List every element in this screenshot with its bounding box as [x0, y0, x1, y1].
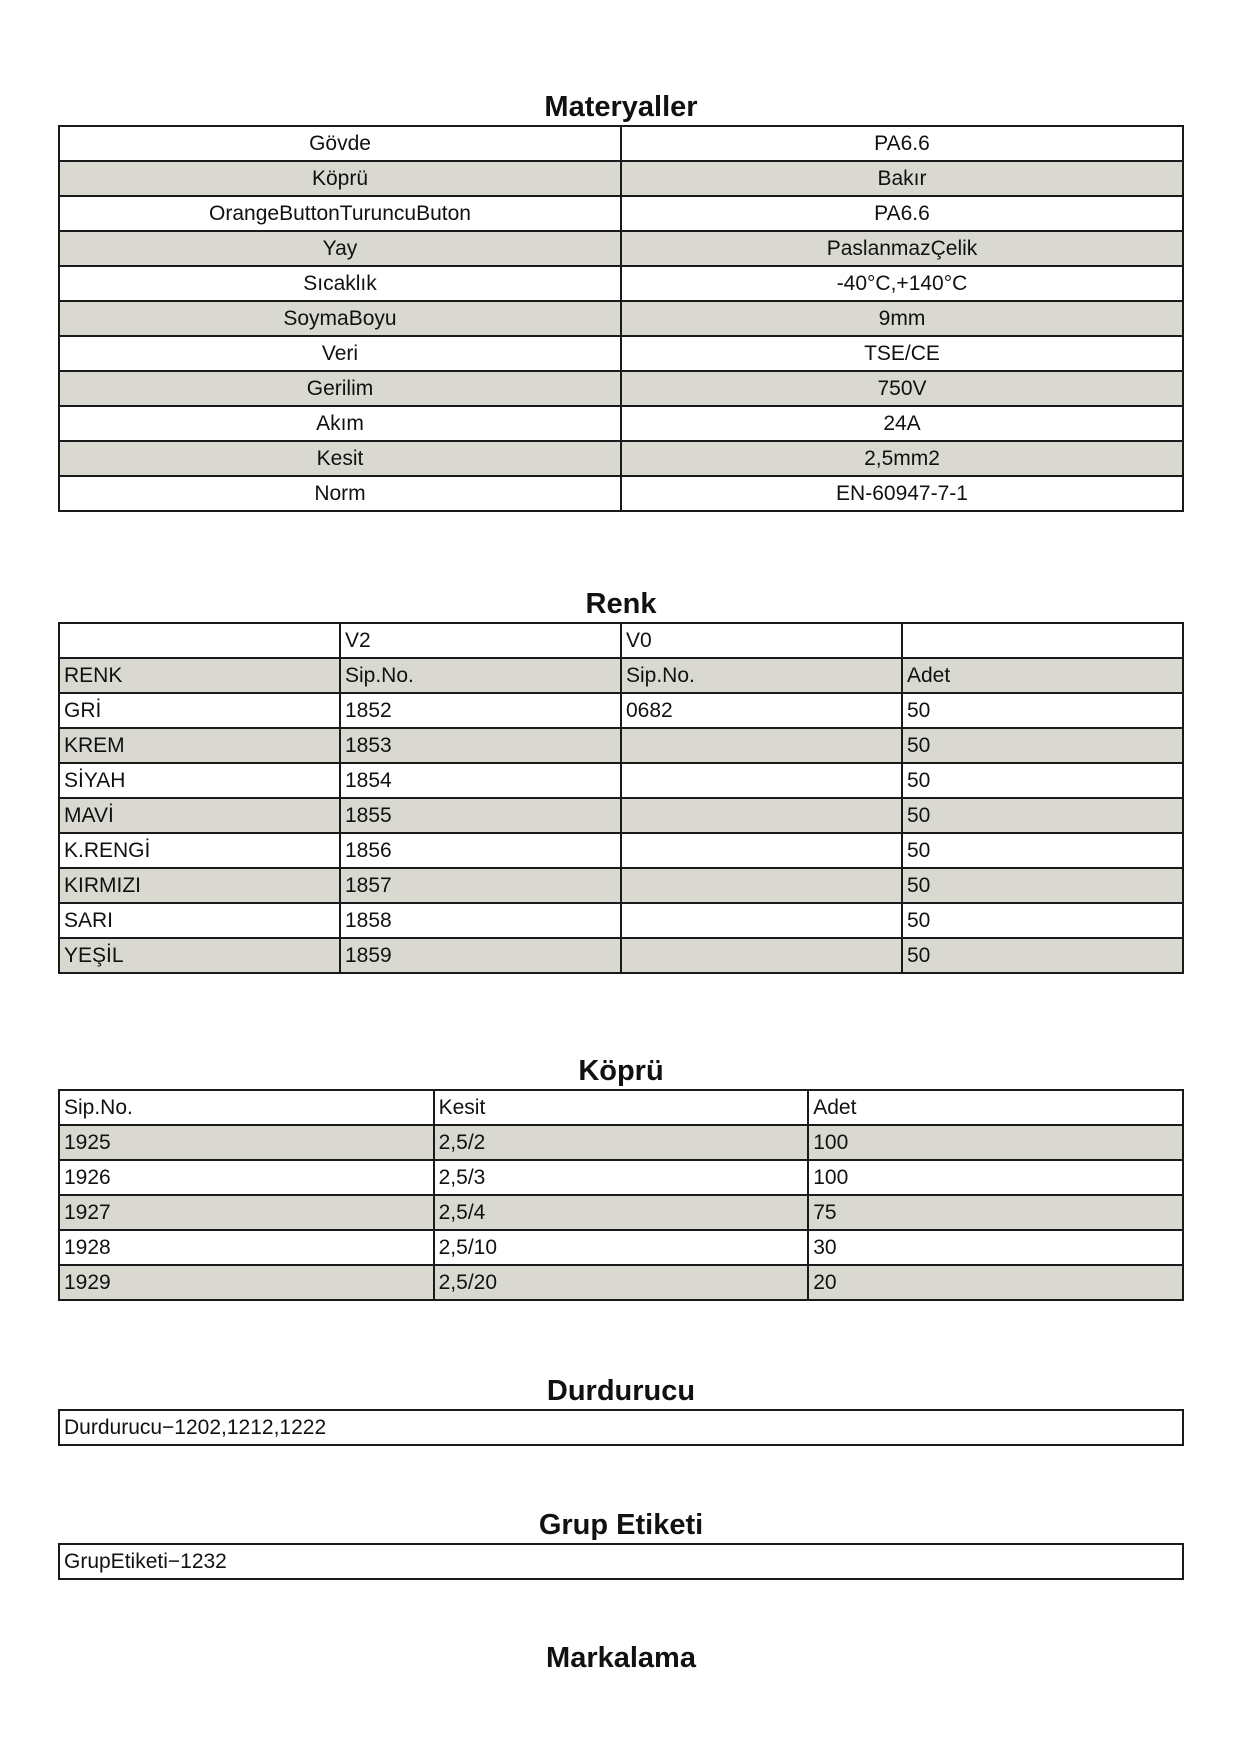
markalama-title: Markalama — [546, 1642, 696, 1674]
table-row — [59, 126, 1183, 161]
table-cell: Sip.No. — [59, 1090, 434, 1125]
table-row — [59, 336, 1183, 371]
table-row — [59, 441, 1183, 476]
table-cell — [621, 833, 902, 868]
table-cell: SİYAH — [59, 763, 340, 798]
table-cell: Adet — [808, 1090, 1183, 1125]
table-cell: 50 — [902, 728, 1183, 763]
table-cell: 0682 — [621, 693, 902, 728]
table-cell: Yay — [59, 231, 621, 266]
table-cell: 2,5/4 — [434, 1195, 809, 1230]
table-cell: 1925 — [59, 1125, 434, 1160]
table-cell: 1928 — [59, 1230, 434, 1265]
table-cell: KIRMIZI — [59, 868, 340, 903]
table-cell: 1852 — [340, 693, 621, 728]
renk-table — [58, 622, 1184, 974]
table-cell: OrangeButtonTuruncuButon — [59, 196, 621, 231]
table-cell: PA6.6 — [621, 196, 1183, 231]
table-row — [59, 406, 1183, 441]
table-cell: 2,5/3 — [434, 1160, 809, 1195]
table-row — [59, 1265, 1183, 1300]
table-row — [59, 231, 1183, 266]
table-cell: 750V — [621, 371, 1183, 406]
table-cell: Gövde — [59, 126, 621, 161]
table-cell — [621, 763, 902, 798]
table-cell: EN-60947-7-1 — [621, 476, 1183, 511]
table-cell: 1855 — [340, 798, 621, 833]
table-cell: Veri — [59, 336, 621, 371]
kopru-table — [58, 1089, 1184, 1301]
table-cell: 75 — [808, 1195, 1183, 1230]
table-cell — [621, 903, 902, 938]
table-cell: SoymaBoyu — [59, 301, 621, 336]
table-cell: 9mm — [621, 301, 1183, 336]
table-cell: 50 — [902, 833, 1183, 868]
table-cell: KREM — [59, 728, 340, 763]
materials-table — [58, 125, 1184, 512]
table-cell: 1856 — [340, 833, 621, 868]
table-row — [59, 1230, 1183, 1265]
table-row — [59, 371, 1183, 406]
grup-etiketi-value: GrupEtiketi−1232 — [59, 1544, 1183, 1579]
kopru-title: Köprü — [578, 1055, 664, 1087]
table-row — [59, 1544, 1183, 1579]
table-row — [59, 301, 1183, 336]
table-row — [59, 763, 1183, 798]
grup-etiketi-section — [58, 1507, 1184, 1580]
kopru-section — [58, 1053, 1184, 1301]
table-cell: 2,5/2 — [434, 1125, 809, 1160]
table-row — [59, 833, 1183, 868]
table-row — [59, 693, 1183, 728]
table-row — [59, 266, 1183, 301]
table-cell: Sıcaklık — [59, 266, 621, 301]
table-row — [59, 161, 1183, 196]
table-cell — [621, 938, 902, 973]
table-cell: Sip.No. — [621, 658, 902, 693]
table-cell: 1858 — [340, 903, 621, 938]
table-cell — [621, 798, 902, 833]
table-cell: YEŞİL — [59, 938, 340, 973]
table-cell: 50 — [902, 693, 1183, 728]
table-cell: GRİ — [59, 693, 340, 728]
table-cell: PaslanmazÇelik — [621, 231, 1183, 266]
table-cell: 1929 — [59, 1265, 434, 1300]
table-row — [59, 623, 1183, 658]
table-cell: 2,5/20 — [434, 1265, 809, 1300]
table-cell: 30 — [808, 1230, 1183, 1265]
materials-section — [58, 89, 1184, 512]
table-cell: 24A — [621, 406, 1183, 441]
materials-title: Materyaller — [544, 91, 698, 123]
table-cell: Köprü — [59, 161, 621, 196]
markalama-section — [58, 1640, 1184, 1676]
table-cell: TSE/CE — [621, 336, 1183, 371]
durdurucu-title: Durdurucu — [546, 1375, 696, 1407]
table-row — [59, 1125, 1183, 1160]
table-cell: 1857 — [340, 868, 621, 903]
table-cell: Akım — [59, 406, 621, 441]
table-row — [59, 196, 1183, 231]
table-cell: 100 — [808, 1160, 1183, 1195]
table-cell: K.RENGİ — [59, 833, 340, 868]
table-cell: 50 — [902, 938, 1183, 973]
durdurucu-table — [58, 1409, 1184, 1446]
table-cell: MAVİ — [59, 798, 340, 833]
table-cell: 50 — [902, 903, 1183, 938]
table-cell: 50 — [902, 798, 1183, 833]
table-cell: Bakır — [621, 161, 1183, 196]
table-row — [59, 728, 1183, 763]
table-row — [59, 938, 1183, 973]
table-row — [59, 658, 1183, 693]
table-cell — [621, 868, 902, 903]
table-row — [59, 1160, 1183, 1195]
table-cell — [621, 728, 902, 763]
table-cell: Kesit — [59, 441, 621, 476]
table-cell: 1927 — [59, 1195, 434, 1230]
table-row — [59, 798, 1183, 833]
table-cell: -40°C,+140°C — [621, 266, 1183, 301]
durdurucu-value: Durdurucu−1202,1212,1222 — [59, 1410, 1183, 1445]
table-cell: PA6.6 — [621, 126, 1183, 161]
renk-title: Renk — [585, 588, 657, 620]
table-cell: 50 — [902, 763, 1183, 798]
durdurucu-section — [58, 1373, 1184, 1446]
table-cell: 100 — [808, 1125, 1183, 1160]
table-row — [59, 903, 1183, 938]
table-row — [59, 476, 1183, 511]
table-cell: Gerilim — [59, 371, 621, 406]
table-cell: Norm — [59, 476, 621, 511]
renk-section — [58, 586, 1184, 974]
table-cell: 1853 — [340, 728, 621, 763]
table-cell: Adet — [902, 658, 1183, 693]
table-cell: Kesit — [434, 1090, 809, 1125]
table-cell: 2,5/10 — [434, 1230, 809, 1265]
table-cell: SARI — [59, 903, 340, 938]
table-cell: RENK — [59, 658, 340, 693]
grup-etiketi-title: Grup Etiketi — [538, 1509, 704, 1541]
table-cell: Sip.No. — [340, 658, 621, 693]
table-cell — [902, 623, 1183, 658]
table-cell: 2,5mm2 — [621, 441, 1183, 476]
table-cell: 1859 — [340, 938, 621, 973]
table-row — [59, 1410, 1183, 1445]
table-row — [59, 868, 1183, 903]
table-cell: 20 — [808, 1265, 1183, 1300]
table-row — [59, 1090, 1183, 1125]
grup-etiketi-table — [58, 1543, 1184, 1580]
table-cell: 50 — [902, 868, 1183, 903]
table-cell: V2 — [340, 623, 621, 658]
table-cell: 1926 — [59, 1160, 434, 1195]
table-row — [59, 1195, 1183, 1230]
table-cell: V0 — [621, 623, 902, 658]
table-cell — [59, 623, 340, 658]
table-cell: 1854 — [340, 763, 621, 798]
